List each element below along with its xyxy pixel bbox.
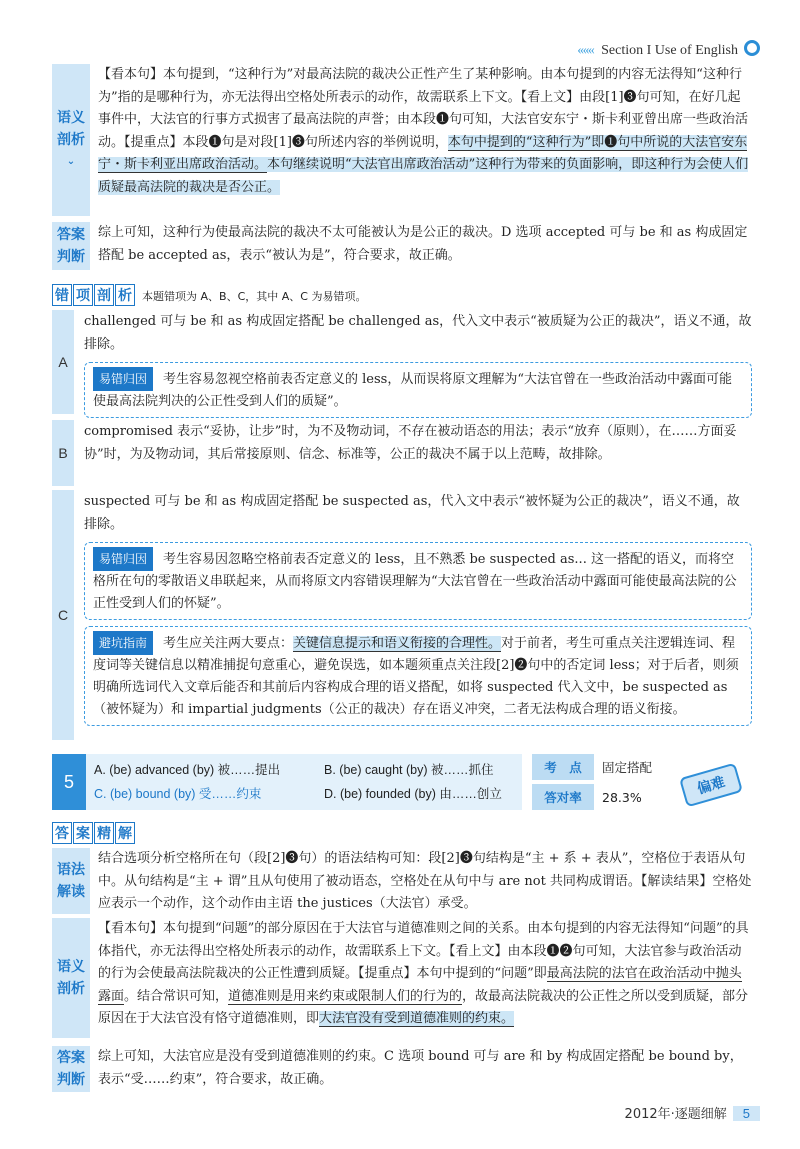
pitfall-guide-box: 避坑指南 考生应关注两大要点：关键信息提示和语义衔接的合理性。对于前者，考生可重点关注逻辑连词、程度词等关键信息以精准捕捉句意重心，避免误选，如本题须重点关注段[2]❷句中的否定词 less；对于后者，则须明确所选词代入文章后能否和其前后内容构成合理的语义搭配，如将 suspected 代入文中，be suspected as（被怀疑为）和 impartial judgments（公正的裁决）存在语义冲突，二者无法构成合理的语义衔接。	[84, 626, 752, 726]
question-options	[86, 754, 522, 810]
page-footer	[625, 1103, 760, 1122]
wrong-options-title: 错 项 剖 析 本题错项为 A、B、C，其中 A、C 为易错项。	[52, 284, 366, 306]
tag-grammar: 语法 解读	[52, 848, 90, 914]
arrows-icon: ‹‹‹‹‹‹	[577, 43, 594, 58]
semantic-analysis-2	[52, 918, 752, 1038]
question-5	[52, 754, 752, 810]
question-meta: 考 点 固定搭配 答对率 28.3%	[522, 754, 752, 810]
question-number: 5	[52, 754, 86, 810]
option-a: A challenged 可与 be 和 as 构成固定搭配 be challenged as，代入文中表示“被质疑为公正的裁决”，语义不通，故排除。 易错归因 考生容易忽视空格前表否定意义的 less，从而误将原文理解为“大法官曾在一些政治活动中露面可能使最高法院判决的公正性受到人们的质疑”。	[52, 310, 752, 414]
option-b-text: B. (be) caught (by) 被……抓住	[324, 763, 494, 777]
option-a-text: A. (be) advanced (by) 被……提出	[94, 763, 281, 777]
answer-judgment-2	[52, 1046, 752, 1092]
tag-answer: 答案 判断	[52, 1046, 90, 1092]
page-header	[577, 40, 760, 59]
semantic-text: 【看本句】本句提到，“这种行为”对最高法院的裁决公正性产生了某种影响。由本句提到的内容无法得知“这种行为”指的是哪种行为，亦无法得出空格处所表示的动作，故需联系上下文。【看上文】由段[1]❸句可知，在好几起事件中，大法官的行事方式损害了最高法院的声誉；由本段❶句可知，大法官安东宁・斯卡利亚曾出席一些政治活动。【提重点】本段❶句是对段[1]❸句所述内容的举例说明，本句中提到的“这种行为”即❶句中所说的大法官安东宁・斯卡利亚出席政治活动。本句继续说明“大法官出席政治活动”这种行为带来的负面影响，即这种行为会使人们质疑最高法院的裁决是否公正。	[98, 67, 749, 195]
semantic-analysis-1	[52, 64, 752, 216]
tag-answer: 答案 判断	[52, 222, 90, 270]
badge-error-cause: 易错归因	[93, 547, 153, 571]
answer-text: 综上可知，大法官应是没有受到道德准则的约束。C 选项 bound 可与 are 和 by 构成固定搭配 be bound by，表示“受……约束”，符合要求，故正确。	[98, 1049, 743, 1087]
chevron-down-icon: ⌄	[66, 156, 76, 167]
option-b: B compromised 表示“妥协，让步”时，为不及物动词，不存在被动语态的用法；表示“放弃（原则），在……方面妥协”时，为及物动词，其后常接原则、信念、标准等，公正的裁决不属于以上范畴，故排除。	[52, 420, 752, 486]
grammar-text: 结合选项分析空格所在句（段[2]❸句）的语法结构可知：段[2]❸句结构是“主 + 系 + 表从”，空格位于表语从句中。从句结构是“主 + 谓”且从句使用了被动语态，空格处在从句中与 are not 共同构成谓语。【解读结果】空格处应表示一个动作，这个动作由主语 the justices（大法官）承受。	[98, 851, 752, 911]
badge-pitfall: 避坑指南	[93, 631, 153, 655]
option-c: C suspected 可与 be 和 as 构成固定搭配 be suspected as，代入文中表示“被怀疑为公正的裁决”，语义不通，故排除。 易错归因 考生容易因忽略空格前表否定意义的 less，且不熟悉 be suspected as... 这一搭配的语义，而将空格所在句的零散语义串联起来，从而将原文内容错误理解为“大法官曾在一些政治活动中露面可能使最高法院的公正性受到人们的怀疑”。 避坑指南 考生应关注两大要点：关键信息提示和语义衔接的合理性。对于前者，考生可重点关注逻辑连词、程度词等关键信息以精准捕捉句意重心，避免误选，如本题须重点关注段[2]❷句中的否定词 less；对于后者，则须明确所选词代入文章后能否和其前后内容构成合理的语义搭配，如将 suspected 代入文中，be suspected as（被怀疑为）和 impartial judgments（公正的裁决）存在语义冲突，二者无法构成合理的语义衔接。	[52, 490, 752, 740]
grammar-analysis	[52, 848, 752, 914]
error-cause-box: 易错归因 考生容易因忽略空格前表否定意义的 less，且不熟悉 be suspected as... 这一搭配的语义，而将空格所在句的零散语义串联起来，从而将原文内容错误理解为“大法官曾在一些政治活动中露面可能使最高法院的公正性受到人们的怀疑”。	[84, 542, 752, 620]
difficulty-badge: 偏难	[679, 763, 743, 808]
search-icon	[744, 40, 760, 56]
answer-text: 综上可知，这种行为使最高法院的裁决不太可能被认为是公正的裁决。D 选项 accepted 可与 be 和 as 构成固定搭配 be accepted as，表示“被认为是”，符合要求，故正确。	[98, 225, 748, 263]
option-c-text: C. (be) bound (by) 受……约束	[94, 787, 262, 801]
tag-semantic: 语义 剖析 ⌄	[52, 64, 90, 216]
error-cause-box: 易错归因 考生容易忽视空格前表否定意义的 less，从而误将原文理解为“大法官曾在一些政治活动中露面可能使最高法院判决的公正性受到人们的质疑”。	[84, 362, 752, 418]
badge-error-cause: 易错归因	[93, 367, 153, 391]
section-title: Section I Use of English	[601, 43, 738, 58]
answer-judgment-1	[52, 222, 752, 270]
semantic-text: 【看本句】本句提到“问题”的部分原因在于大法官与道德准则之间的关系。由本句提到的内容无法得知“问题”的具体指代，亦无法得出空格处所表示的动作，故需联系上下文。【看上文】由本段❶❷句可知，大法官参与政治活动的行为会使最高法院裁决的公正性遭到质疑。【提重点】本句中提到的“问题”即最高法院的法官在政治活动中抛头露面。结合常识可知，道德准则是用来约束或限制人们的行为的，故最高法院裁决的公正性之所以受到质疑，部分原因在于大法官没有恪守道德准则，即大法官没有受到道德准则的约束。	[98, 921, 749, 1026]
option-d-text: D. (be) founded (by) 由……创立	[324, 787, 502, 801]
wrong-note: 本题错项为 A、B、C，其中 A、C 为易错项。	[142, 290, 367, 303]
tag-semantic: 语义 剖析	[52, 918, 90, 1038]
answer-analysis-title: 答 案 精 解	[52, 822, 136, 844]
footer-label: 2012年·逐题细解	[624, 1107, 727, 1122]
page-number: 5	[733, 1106, 760, 1121]
